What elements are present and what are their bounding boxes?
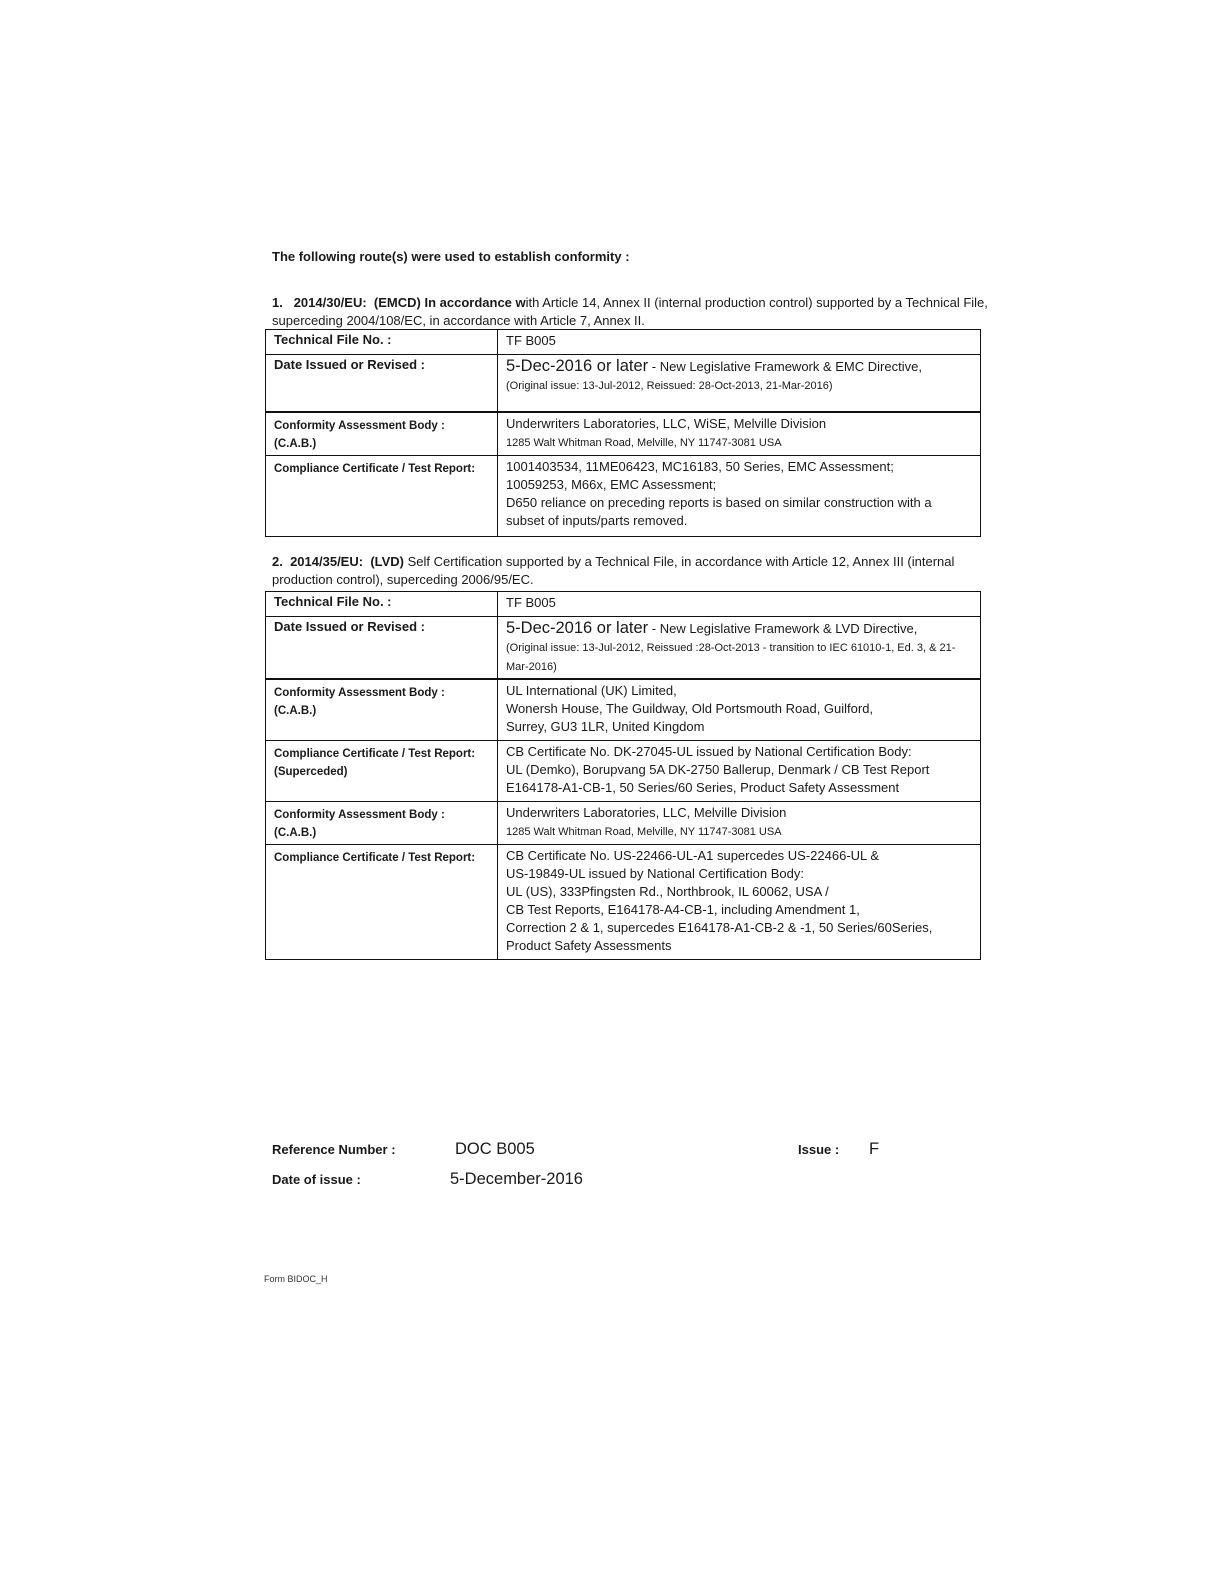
cert-line: CB Test Reports, E164178-A4-CB-1, including Amendment 1, [506,902,860,917]
issue-value: F [869,1140,880,1158]
table-row [266,679,981,741]
route-2-number: 2. [272,554,283,569]
route-1-lead: In accordance w [424,295,526,310]
cert-line: E164178-A1-CB-1, 50 Series/60 Series, Product Safety Assessment [506,780,900,795]
cab-value [498,412,981,456]
route-1-number: 1. [272,295,283,310]
cert-value [498,741,981,802]
cert-line: UL (US), 333Pfingsten Rd., Northbrook, IL 60062, USA / [506,884,829,899]
table-row [266,592,981,617]
cert-line: CB Certificate No. DK-27045-UL issued by National Certification Body: [506,744,912,759]
cert-line: Product Safety Assessments [506,938,672,953]
cab-line: Surrey, GU3 1LR, United Kingdom [506,719,705,734]
date-label: Date Issued or Revised : [266,355,498,413]
cert-value [498,845,981,960]
date-suffix: - New Legislative Framework & LVD Directive, [648,621,918,636]
cab-label [266,802,498,845]
table-row [266,741,981,802]
cert-value [498,456,981,537]
route-2-text: Self Certification supported by a Technical File, in accordance with Article 12, Annex III (internal production control), superceding 2006/95/EC. [272,554,955,587]
table-row [266,845,981,960]
tf-value: TF B005 [498,330,981,355]
cab-value [498,802,981,845]
cab-label [266,679,498,741]
cab-label-line: Conformity Assessment Body : [274,687,445,699]
cert-label: Compliance Certificate / Test Report: [266,845,498,960]
cab-label-line: Conformity Assessment Body : [274,809,445,821]
cert-label-line: Compliance Certificate / Test Report: [274,748,476,760]
date-value [498,617,981,680]
cab-address: 1285 Walt Whitman Road, Melville, NY 11747-3081 USA [506,437,782,449]
cert-line: D650 reliance on preceding reports is based on similar construction with a [506,495,932,510]
cab-line: Wonersh House, The Guildway, Old Portsmouth Road, Guilford, [506,701,874,716]
cert-line: 1001403534, 11ME06423, MC16183, 50 Series, EMC Assessment; [506,459,894,474]
date-label: Date Issued or Revised : [266,617,498,680]
route-1-description [272,294,998,330]
cab-label [266,412,498,456]
route-2-directive: 2014/35/EU: [290,554,364,569]
cab-line: UL International (UK) Limited, [506,683,677,698]
cab-name: Underwriters Laboratories, LLC, WiSE, Melville Division [506,416,827,431]
table-row [266,412,981,456]
cert-line: UL (Demko), Borupvang 5A DK-2750 Ballerup, Denmark / CB Test Report [506,762,930,777]
cab-value [498,679,981,741]
cab-label-abbr: (C.A.B.) [274,705,317,717]
intro-heading: The following route(s) were used to establish conformity : [272,249,630,264]
cab-label-line: Conformity Assessment Body : [274,420,445,432]
cert-line: CB Certificate No. US-22466-UL-A1 supercedes US-22466-UL & [506,848,880,863]
cert-label: Compliance Certificate / Test Report: [266,456,498,537]
tf-label: Technical File No. : [266,592,498,617]
date-value [498,355,981,413]
table-row [266,802,981,845]
cert-line: Correction 2 & 1, supercedes E164178-A1-CB-2 & -1, 50 Series/60Series, [506,920,933,935]
route-2-table [265,591,981,960]
route-1-abbr: (EMCD) [373,295,421,310]
reference-number-value: DOC B005 [455,1140,535,1158]
table-row [266,456,981,537]
route-2-description [272,553,998,589]
date-suffix: - New Legislative Framework & EMC Directive, [648,359,922,374]
form-id: Form BIDOC_H [264,1274,328,1284]
reference-number-label: Reference Number : [272,1142,396,1157]
cab-address: 1285 Walt Whitman Road, Melville, NY 11747-3081 USA [506,826,782,838]
cert-label-status: (Superceded) [274,766,348,778]
table-row [266,330,981,355]
cab-name: Underwriters Laboratories, LLC, Melville Division [506,805,787,820]
table-row [266,355,981,413]
cert-line: US-19849-UL issued by National Certification Body: [506,866,804,881]
date-main: 5-Dec-2016 or later [506,357,649,375]
date-note: (Original issue: 13-Jul-2012, Reissued :28-Oct-2013 - transition to IEC 61010-1, Ed. 3, & 21-Mar-2016) [506,642,956,673]
cert-line: 10059253, M66x, EMC Assessment; [506,477,717,492]
date-of-issue-label: Date of issue : [272,1172,361,1187]
date-note: (Original issue: 13-Jul-2012, Reissued: 28-Oct-2013, 21-Mar-2016) [506,380,833,392]
tf-value: TF B005 [498,592,981,617]
table-row [266,617,981,680]
route-1-directive: 2014/30/EU: [293,295,367,310]
cert-line: subset of inputs/parts removed. [506,513,688,528]
route-2-abbr: (LVD) [370,554,405,569]
date-main: 5-Dec-2016 or later [506,619,649,637]
cab-label-abbr: (C.A.B.) [274,827,317,839]
tf-label: Technical File No. : [266,330,498,355]
cert-label [266,741,498,802]
cab-label-abbr: (C.A.B.) [274,438,317,450]
date-of-issue-value: 5-December-2016 [450,1170,583,1188]
route-1-text: ith Article 14, Annex II (internal production control) supported by a Technical File, superceding 2004/108/EC, in accordance with Article 7, Annex II. [272,295,988,328]
route-1-table [265,329,981,537]
issue-label: Issue : [798,1142,840,1157]
